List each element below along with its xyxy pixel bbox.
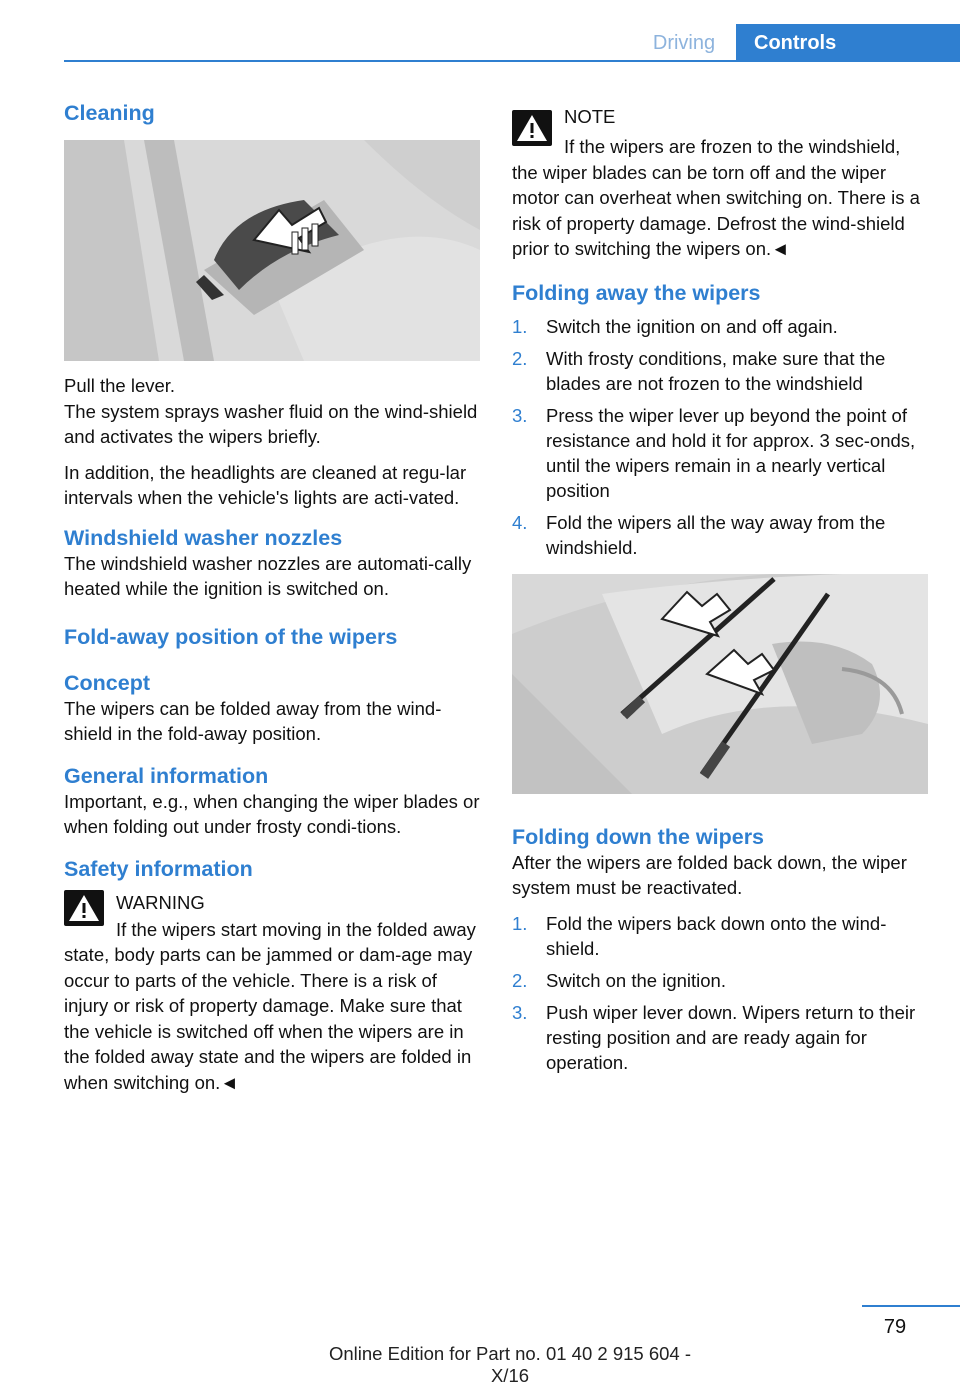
note-block	[512, 104, 928, 129]
list-item: 2. Switch on the ignition.	[512, 969, 726, 991]
warning-triangle-icon	[64, 890, 104, 926]
lever-illustration-drawing	[64, 140, 480, 361]
safety-info-heading: Safety information	[64, 856, 253, 881]
cleaning-heading: Cleaning	[64, 101, 155, 125]
footer-rule	[862, 1305, 960, 1307]
folding-down-heading: Folding down the wipers	[512, 824, 765, 849]
folding-away-heading: Folding away the wipers	[512, 280, 761, 305]
note-triangle-icon	[512, 110, 552, 146]
list-item: 1. Switch the ignition on and off again.	[512, 315, 838, 337]
left-column	[64, 100, 480, 1095]
general-info-heading: General information	[64, 763, 269, 788]
folding-away-steps	[512, 314, 928, 560]
header-rule	[64, 60, 960, 62]
nozzles-text: The windshield washer nozzles are automati‐cally heated while the ignition is switched on.	[64, 552, 472, 599]
lever-illustration	[64, 140, 480, 361]
wiper-illustration-drawing	[512, 574, 928, 794]
list-item: 1. Fold the wipers back down onto the wind‐shield.	[512, 912, 887, 959]
note-title: NOTE	[564, 106, 616, 127]
cleaning-instruction: Pull the lever.	[64, 375, 176, 396]
tab-driving: Driving	[652, 32, 716, 54]
headlight-cleaning-text: In addition, the headlights are cleaned at regu‐lar intervals when the vehicle's lights are acti‐vated.	[64, 461, 467, 508]
wiper-illustration	[512, 574, 928, 794]
cleaning-description: The system sprays washer fluid on the wind‐shield and activates the wipers briefly.	[64, 400, 478, 447]
concept-heading: Concept	[64, 670, 150, 695]
list-item: 3. Press the wiper lever up beyond the point of resistance and hold it for approx. 3 sec‐onds, until the wipers remain in a nearly vertical position	[512, 404, 916, 501]
folding-down-steps	[512, 911, 928, 1075]
list-item: 4. Fold the wipers all the way away from the windshield.	[512, 511, 886, 558]
list-item: 2. With frosty conditions, make sure that the blades are not frozen to the windshield	[512, 347, 886, 394]
concept-text: The wipers can be folded away from the wind‐shield in the fold-away position.	[64, 697, 442, 744]
general-info-text: Important, e.g., when changing the wiper blades or when folding out under frosty condi‐tions.	[64, 790, 480, 837]
list-item: 3. Push wiper lever down. Wipers return to their resting position and are ready again for operation.	[512, 1001, 916, 1073]
edition-footer: Online Edition for Part no. 01 40 2 915 604 - X/16	[328, 1343, 691, 1386]
nozzles-heading: Windshield washer nozzles	[64, 525, 343, 550]
tab-controls: Controls	[736, 24, 960, 62]
warning-block	[64, 890, 480, 915]
note-text: If the wipers are frozen to the windshield, the wiper blades can be torn off and the wiper motor can overheat when switching on. There is a risk of property damage. Defrost the wind‐shield prior to switching the wipers on.◄	[512, 136, 920, 259]
warning-title: WARNING	[116, 891, 205, 913]
right-column	[512, 104, 928, 1082]
page-number: 79	[883, 1316, 907, 1338]
folding-down-text: After the wipers are folded back down, the wiper system must be reactivated.	[512, 851, 907, 898]
warning-text: If the wipers start moving in the folded away state, body parts can be jammed or dam‐age may occur to parts of the vehicle. There is a risk of injury or risk of property damage. Make sure that the vehicle is switched off when the wipers are in the folded away state and the wipers are folded in when switching on.◄	[64, 918, 476, 1093]
foldaway-heading: Fold-away position of the wipers	[64, 624, 398, 649]
